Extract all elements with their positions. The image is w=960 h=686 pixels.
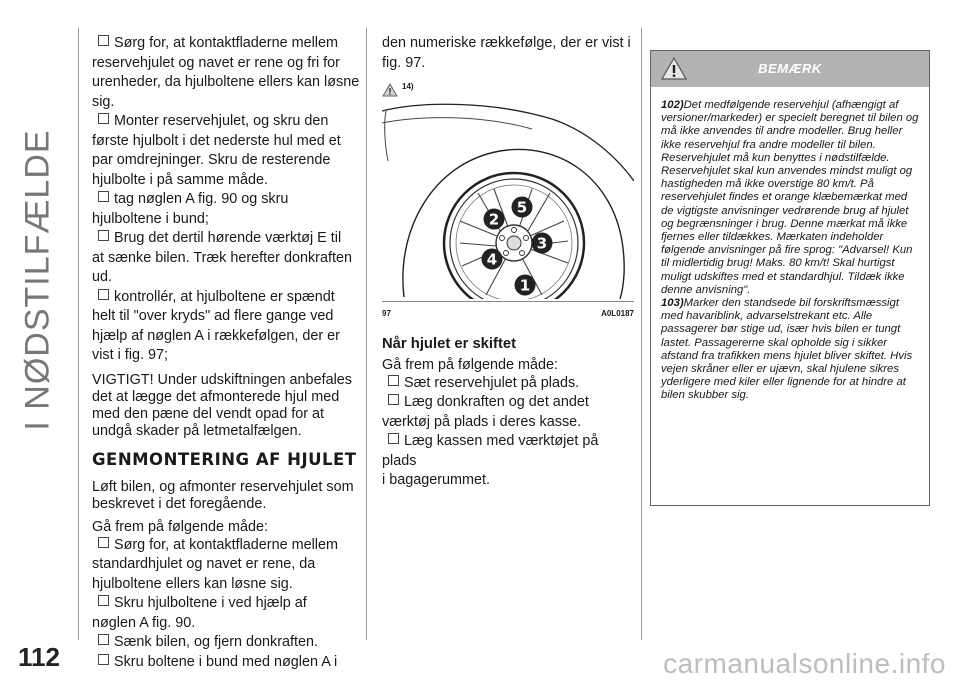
bullet-continuation: at sænke bilen. Træk herefter donkraften ud. [92, 249, 352, 285]
note-reference [382, 77, 634, 97]
checkbox-bullet-icon [98, 230, 109, 241]
checkbox-bullet-icon [388, 394, 399, 405]
bolt-label-2: 2 [488, 210, 500, 228]
note-item: 102)Det medfølgende reservehjul (afhængigt af versioner/markeder) er specielt beregnet til bilen og må ikke anvendes til andre modeller. Brug heller ikke reservehjul fra andre modeller til bilen. Reservehjulet må kun benyttes i nødstilfælde. Reservehjulet skal kun anvendes mindst muligt og hastigheden må ikke overstige 80 km/t. På reservehjulet findes et orange klæbemærkat med de vigtigste anvisninger vedrørende brug af hjulet og begrænsninger i brug. Denne mærkat må ikke fjernes eller tildækkes. Mærkaten indeholder følgende anvisninger på fire sprog: "Advarsel! Kun til midlertidig brug! Maks. 80 km/t! Skal hurtigst muligt udskiftes med et standardhjul. Tildæk ikke denne anvisning". [661, 99, 919, 296]
bullet-item: Sænk bilen, og fjern donkraften. [92, 633, 360, 653]
checkbox-bullet-icon [388, 433, 399, 444]
bullet-item: Monter reservehjulet, og skru den [92, 112, 360, 132]
bullet-item: kontrollér, at hjulboltene er spændt [92, 288, 360, 308]
intro-paragraph: Løft bilen, og afmonter reservehjulet som beskrevet i det foregående. [92, 478, 354, 512]
figure-caption [382, 301, 634, 324]
checkbox-bullet-icon [98, 289, 109, 300]
bullet-item: tag nøglen A fig. 90 og skru [92, 190, 360, 210]
bullet-item: Sørg for, at kontaktfladerne mellem [92, 536, 360, 556]
figure-97 [382, 101, 634, 299]
text-column-2 [382, 34, 634, 491]
subsection-heading: Når hjulet er skiftet [382, 336, 517, 352]
note-body [651, 87, 929, 403]
section-title-vertical [18, 30, 58, 530]
bullet-item: Skru hjulboltene i ved hjælp af [92, 594, 360, 614]
checkbox-bullet-icon [98, 191, 109, 202]
bullet-item: Skru boltene i bund med nøglen A i [92, 653, 360, 673]
bullet-item: Sæt reservehjulet på plads. [382, 374, 634, 394]
checkbox-bullet-icon [98, 35, 109, 46]
checkbox-bullet-icon [98, 537, 109, 548]
bullet-continuation: i bagagerummet. [382, 472, 490, 488]
section-title-text: I NØDSTILFÆLDE [18, 129, 57, 431]
bolt-label-5: 5 [516, 198, 528, 216]
note-number: 103) [661, 297, 684, 310]
note-reference-number: 14) [402, 82, 414, 91]
bullet-continuation: nøglen A fig. 90. [92, 614, 196, 631]
checkbox-bullet-icon [98, 595, 109, 606]
bullet-item: Sørg for, at kontaktfladerne mellem [92, 34, 360, 54]
checkbox-bullet-icon [98, 634, 109, 645]
note-item: 103)Marker den standsede bil forskriftsmæssigt med havariblink, advarselstrekant etc. Alle passagerer bør stige ud, især hvis bilen er tungt lastet. Passagererne skal opholde sig i sikker afstand fra trafikken mens hjulet bliver skiftet. Hvis vejen skråner eller er ujævn, skal hjulene sikres yderligere med kiler eller lignende for at hindre at bilen skubber sig. [661, 297, 913, 402]
column-divider-1 [366, 28, 367, 640]
bullet-continuation: standardhjulet og navet er rene, da hjulboltene ellers kan løsne sig. [92, 556, 316, 592]
bullet-continuation: helt til "over kryds" ad flere gange ved hjælp af nøglen A i rækkefølgen, der er vist i fig. 97; [92, 308, 340, 363]
checkbox-bullet-icon [388, 375, 399, 386]
note-box [650, 50, 930, 506]
bolt-label-3: 3 [536, 234, 548, 252]
proceed-text: Gå frem på følgende måde: [382, 356, 558, 373]
page-number: 112 [18, 642, 60, 672]
checkbox-bullet-icon [98, 654, 109, 665]
watermark: carmanualsonline.info [663, 648, 946, 679]
bullet-item: Læg donkraften og det andet [382, 393, 634, 413]
bullet-continuation: første hjulbolt i det nederste hul med et par omdrejninger. Skru de resterende hjulbolte i på samme måde. [92, 132, 341, 188]
margin-divider [78, 28, 79, 640]
text-column-1 [92, 34, 360, 672]
figure-code: A0L0187 [601, 308, 634, 318]
warning-triangle-icon [382, 83, 398, 97]
checkbox-bullet-icon [98, 113, 109, 124]
figure-number: 97 [382, 308, 391, 318]
continuation-paragraph: den numeriske rækkefølge, der er vist i fig. 97. [382, 35, 631, 71]
bullet-continuation: reservehjulet og navet er rene og fri for urenheder, da hjulboltene ellers kan løsne sig. [92, 54, 360, 110]
wheel-illustration [382, 101, 634, 299]
note-number: 102) [661, 99, 684, 111]
column-divider-2 [641, 28, 642, 640]
note-header [651, 51, 929, 87]
bullet-item: Brug det dertil hørende værktøj E til [92, 229, 360, 249]
bullet-continuation: hjulboltene i bund; [92, 210, 209, 227]
warning-paragraph: VIGTIGT! Under udskiftningen anbefales det at lægge det afmonterede hjul med med den pæne del vendt opad for at undgå skader på letmetalfælgen. [92, 371, 352, 439]
section-heading: GENMONTERING AF HJULET [92, 449, 357, 469]
proceed-text: Gå frem på følgende måde: [92, 518, 268, 535]
bolt-label-1: 1 [519, 276, 531, 294]
bullet-item: Læg kassen med værktøjet på plads [382, 433, 599, 469]
bolt-label-4: 4 [486, 250, 498, 268]
bullet-continuation: værktøj på plads i deres kasse. [382, 413, 582, 430]
note-title: BEMÆRK [758, 61, 822, 76]
